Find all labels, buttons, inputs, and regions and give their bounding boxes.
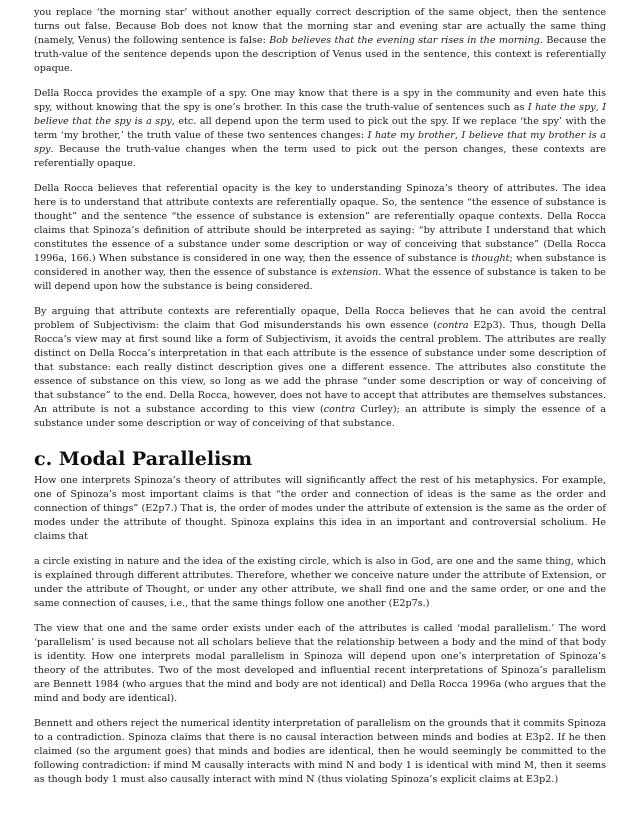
text-run: E2p3). Thus, though Della Rocca’s view may at first sound like a form of Subjectivism, it avoids the central problem. The attributes are really distinct on Della Rocca’s interpretation in that each attribute is the essence of substance under some description of that substance: each really distinct description gives one a different essence. The attributes also constitute the essence of substance on this view, so long as we add the phrase “under some description or way of conceiving of that substance” to the end. Della Rocca, however, does not have to accept that attributes are themselves substances. An attribute is not a substance according to this view ( (34, 320, 606, 415)
paragraph-referential-opacity-venus (34, 6, 606, 76)
text-run: ; when substance is considered in another way, then the essence of substance is (34, 253, 607, 278)
paragraph-scholium-quote (34, 555, 606, 611)
text-run: . What the essence of substance is taken to be will depend upon how the substance is being considered. (34, 267, 606, 292)
section-heading-modal-parallelism: c. Modal Parallelism (34, 448, 253, 470)
text-run: Della Rocca provides the example of a spy. One may know that there is a spy in the community and even hate this spy, without knowing that the spy is one’s brother. In this case the truth-value of sentences such as (34, 88, 606, 113)
text-run: . Because the truth-value changes when the term used to pick out the person changes, these contexts are referentially opaque. (34, 144, 606, 169)
paragraph-bennett-objection (34, 717, 606, 787)
italic-text-run: extension (331, 267, 379, 278)
text-run: a circle existing in nature and the idea of the existing circle, which is also in God, are one and the same thing, which is explained through different attributes. Therefore, whether we conceive nature under the attribute of Extension, or under the attribute of Thought, or under any other attribute, we shall find one and the same order, or one and the same connection of causes, i.e., that the same things follow one another (E2p7s.) (34, 556, 606, 609)
italic-text-run: Bob believes that the evening star rises in the morning (269, 35, 540, 46)
italic-text-run: contra (323, 404, 356, 415)
italic-text-run: I hate my brother (367, 130, 455, 141)
italic-text-run: thought (471, 253, 510, 264)
text-run: . Because the truth-value of the sentence depends upon the description of Venus used in the sentence, this context is referentially opaque. (34, 35, 607, 74)
paragraph-parallelism-definition (34, 622, 606, 706)
text-run: The view that one and the same order exists under each of the attributes is called ‘modal parallelism.’ The word ‘parallelism’ is used because not all scholars believe that the relationship between a body and the mind of that body is identity. How one interprets modal parallelism in Spinoza will depend upon one’s interpretation of Spinoza’s theory of the attributes. Two of the most developed and influential recent interpretations of Spinoza’s parallelism are Bennett 1984 (who argues that the mind and body are not identical) and Della Rocca 1996a (who argues that the mind and body are identical). (34, 623, 606, 704)
text-run: , etc. all depend upon the term used to pick out the spy. If we replace ‘the spy’ with the term ‘my brother,’ the truth value of these two sentences changes: (34, 116, 607, 141)
paragraph-subjectivism-problem (34, 305, 606, 431)
text-run: By arguing that attribute contexts are referentially opaque, Della Rocca believes that he can avoid the central problem of Subjectivism: the claim that God misunderstands his own essence ( (34, 306, 606, 331)
italic-text-run: I hate the spy (527, 102, 596, 113)
text-run: you replace ‘the morning star’ without another equally correct description of the same object, then the sentence turns out false. Because Bob does not know that the morning star and evening star are actually the same thing (namely, Venus) the following sentence is false: (34, 7, 606, 46)
italic-text-run: I believe that the spy is a spy (34, 102, 606, 127)
text-run: Curley); an attribute is simply the essence of a substance under some description or way of conceiving of that substance. (34, 404, 606, 429)
text-run: , (454, 130, 462, 141)
text-run: Bennett and others reject the numerical identity interpretation of parallelism on the grounds that it commits Spinoza to a contradiction. Spinoza claims that there is no causal interaction between minds and bodies at E3p2. If he then claimed (so the argument goes) that minds and bodies are identical, then he would seemingly be committed to the following contradiction: if mind M causally interacts with mind N and body 1 is identical with mind M, then it seems as though body 1 must also causally interact with mind N (thus violating Spinoza’s explicit claims at E3p2.) (34, 718, 606, 785)
text-run: , (595, 102, 603, 113)
paragraph-spy-example (34, 87, 606, 171)
italic-text-run: I believe that my brother is a spy (34, 130, 606, 155)
paragraph-modal-parallelism-intro (34, 474, 606, 544)
text-run: How one interprets Spinoza’s theory of attributes will significantly affect the rest of his metaphysics. For example, one of Spinoza’s most important claims is that “the order and connection of ideas is the same as the order and connection of things” (E2p7.) That is, the order of modes under the attribute of extension is the same as the order of modes under the attribute of thought. Spinoza explains this idea in an important and controversial scholium. He claims that (34, 475, 606, 542)
paragraph-della-rocca-attributes (34, 182, 606, 294)
italic-text-run: contra (437, 320, 469, 331)
document-page (34, 6, 606, 798)
text-run: Della Rocca believes that referential opacity is the key to understanding Spinoza’s theory of attributes. The idea here is to understand that attribute contexts are referentially opaque. So, the sentence “the essence of substance is thought” and the sentence “the essence of substance is extension” are referentially opaque contexts. Della Rocca claims that Spinoza’s definition of attribute should be interpreted as saying: “by attribute I understand that which constitutes the essence of a substance under some description or way of conceiving that substance” (Della Rocca 1996a, 166.) When substance is considered in one way, then the essence of substance is (34, 183, 606, 264)
